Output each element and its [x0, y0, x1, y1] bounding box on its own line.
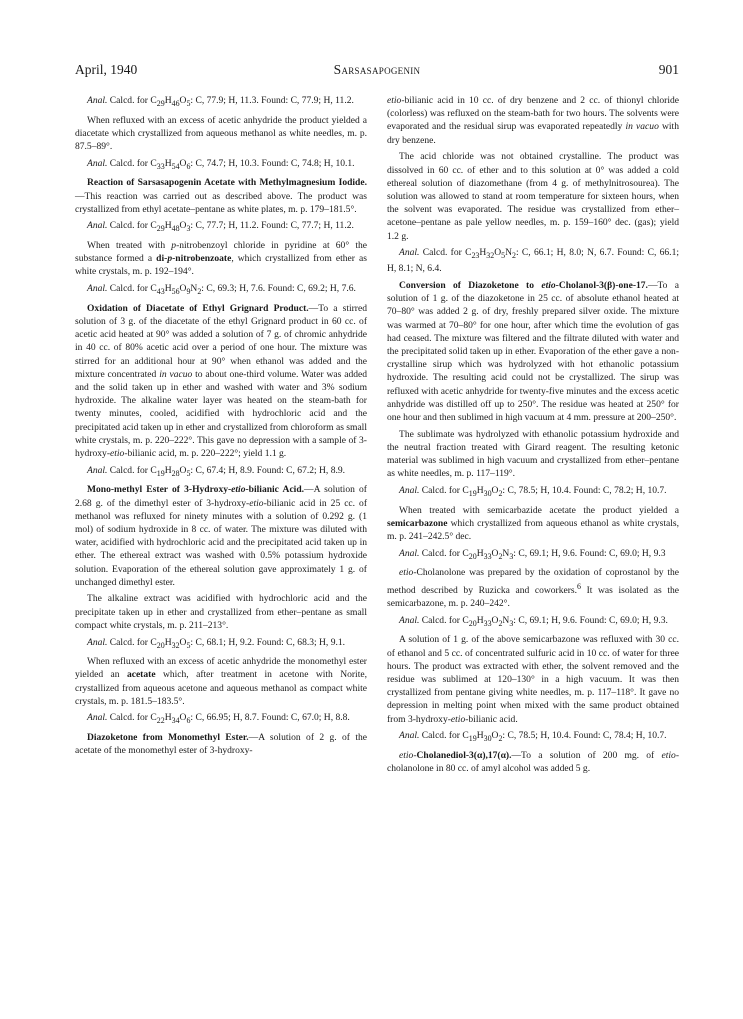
paragraph: The alkaline extract was acidified with hydrochloric acid and the precipitate taken up in ether and crystallized from ether–pentane as small compact white crystals, m. p. 211–213°. [75, 593, 367, 631]
header-date: April, 1940 [75, 62, 138, 77]
paragraph: etio-Cholanolone was prepared by the oxidation of coprostanol by the method described by Ruzicka and coworkers.$^6$ It was isolated as the semicarbazone, m. p. 240–242°. [387, 567, 679, 609]
paragraph: etio-bilianic acid in 10 cc. of dry benzene and 2 cc. of thionyl chloride (colorless) was refluxed on the steam-bath for two hours. The solvents were evaporated and the residual sirup was evaporated repeatedly in vacuo with dry benzene. [387, 95, 679, 146]
paragraph: When treated with semicarbazide acetate the product yielded a semicarbazone which crystallized from aqueous ethanol as white crystals, m. p. 241–242.5° dec. [387, 504, 679, 543]
paragraph: Anal. Calcd. for $C_{20}H_{33}O_2N_3$: C, 69.1; H, 9.6. Found: C, 69.0; H, 9.3 [399, 547, 666, 561]
page-number: 901 [658, 62, 679, 77]
paragraph: A solution of 1 g. of the above semicarbazone was refluxed with 30 cc. of ethanol and 5 cc. of concentrated sulfuric acid in 10 cc. of water for three hours. The product was extracted with ether, the solvent removed and the residue was sublimed at 120–130° in a high vacuum. It was then crystallized from pentane giving white needles, m. p. 117–118°. It gave no depression in melting point when mixed with the same product obtained from 3-hydroxy-etio-bilianic acid. [387, 634, 679, 725]
paragraph: Oxidation of Diacetate of Ethyl Grignard Product.—To a stirred solution of 3 g. of the diacetate of the ethyl Grignard product in 60 cc. of acetic acid heated at 90° was added a solution of 7 g. of chromic anhydride in 40 cc. of 80% acetic acid over a period of one hour. The mixture was stirred for an additional hour at 90° when ethanol was added and the mixture concentrated in vacuo to about one-third volume. Water was added and the solid taken up in ether and washed with water and 3% sodium hydroxide. The alkaline water layer was heated on the steam-bath for twenty minutes, cooled, acidified with hydrochloric acid and the precipitated acid taken up in ether and crystallized from chloroform as small white crystals, m. p. 220–222°. This gave no depression with a sample of 3-hydroxy-etio-bilianic acid, m. p. 220–222°; yield 1.1 g. [75, 302, 367, 459]
paragraph: Anal. Calcd. for $C_{43}H_{56}O_9N_2$: C, 69.3; H, 7.6. Found: C, 69.2; H, 7.6. [87, 283, 356, 297]
paragraph: The acid chloride was not obtained crystalline. The product was dissolved in 60 cc. of ether and to this solution at 0° was added a cold ethereal solution of diazomethane (from 4 g. of methylnitrosourea). The solution was allowed to stand at room temperature for sixteen hours, when the solvent was evaporated. The residue was crystallized from ether–acetone–pentane as pale yellow needles, m. p. 159–160° dec. (gas); yield 1.2 g. [387, 151, 679, 242]
paragraph: When refluxed with an excess of acetic anhydride the monomethyl ester yielded an acetate which, after treatment in acetone with Norite, crystallized from aqueous acetone and aqueous methanol as compact white crystals, m. p. 181.5–183.5°. [75, 656, 367, 707]
paragraph: etio-Cholanediol-3(α),17(α).—To a solution of 200 mg. of etio-cholanolone in 80 cc. of amyl alcohol was added 5 g. [387, 749, 679, 775]
paragraph: Anal. Calcd. for $C_{29}H_{46}O_5$: C, 77.9; H, 11.3. Found: C, 77.9; H, 11.2. [87, 95, 354, 108]
paragraph: Diazoketone from Monomethyl Ester.—A solution of 2 g. of the acetate of the monomethyl ester of 3-hydroxy- [75, 732, 367, 757]
running-header [75, 62, 679, 82]
paragraph: The sublimate was hydrolyzed with ethanolic potassium hydroxide and the neutral fraction treated with Girard reagent. The resulting ketonic material was sublimed in high vacuum and crystallized from ether–pentane as white needles, m. p. 117–119°. [387, 428, 679, 480]
paragraph: Anal. Calcd. for $C_{20}H_{33}O_2N_3$: C, 69.1; H, 9.6. Found: C, 69.0; H, 9.3. [399, 614, 668, 628]
paragraph: Anal. Calcd. for $C_{19}H_{30}O_2$: C, 78.5; H, 10.4. Found: C, 78.4; H, 10.7. [399, 730, 667, 744]
paragraph: When treated with p-nitrobenzoyl chloride in pyridine at 60° the substance formed a di-p-nitrobenzoate, which crystallized from ether as white crystals, m. p. 192–194°. [75, 240, 367, 278]
header-title: Sarsasapogenin [333, 62, 421, 77]
right-column [387, 94, 679, 779]
paragraph: Anal. Calcd. for $C_{33}H_{54}O_6$: C, 74.7; H, 10.3. Found: C, 74.8; H, 10.1. [87, 157, 355, 171]
paragraph: Anal. Calcd. for $C_{29}H_{48}O_3$: C, 77.7; H, 11.2. Found: C, 77.7; H, 11.2. [87, 220, 354, 234]
paragraph: Anal. Calcd. for $C_{20}H_{32}O_5$: C, 68.1; H, 9.2. Found: C, 68.3; H, 9.1. [87, 636, 346, 650]
paragraph: Anal. Calcd. for $C_{19}H_{30}O_2$: C, 78.5; H, 10.4. Found: C, 78.2; H, 10.7. [399, 485, 667, 498]
paragraph: When refluxed with an excess of acetic anhydride the product yielded a diacetate which crystallized from aqueous methanol as white needles, m. p. 87.5–89°. [75, 114, 367, 153]
paragraph: Reaction of Sarsasapogenin Acetate with Methylmagnesium Iodide.—This reaction was carried out as described above. The product was crystallized from ethyl acetate–pentane as white plates, m. p. 179–181.5°. [75, 177, 367, 215]
paragraph: Anal. Calcd. for $C_{22}H_{34}O_6$: C, 66.95; H, 8.7. Found: C, 67.0; H, 8.8. [87, 712, 350, 726]
paragraph: Conversion of Diazoketone to etio-Cholanol-3(β)-one-17.—To a solution of 1 g. of the diazoketone in 25 cc. of absolute ethanol heated at 70–80° was added 2 g. of dry, freshly prepared silver oxide. The mixture was warmed at 70–80° for one hour, after which time the evolution of gas had ceased. The mixture was filtered and the filtrate diluted with water and the precipitated solid taken up in ether. Evaporation of the ether gave a non-crystalline sirup which was hydrolyzed with hot ethanolic potassium hydroxide. The resulting acid could not be crystallized. The sirup was refluxed with acetic anhydride for twenty-five minutes and the excess acetic anhydride was distilled off up to 250°. The residue was heated at 250° for one hour and then sublimed in high vacuum at 4 mm. pressure at 200–250°. [387, 280, 679, 424]
paragraph: Anal. Calcd. for $C_{23}H_{32}O_5N_2$: C, 66.1; H, 8.0; N, 6.7. Found: C, 66.1; H, 8.1; N, 6.4. [387, 247, 679, 275]
paragraph: Mono-methyl Ester of 3-Hydroxy-etio-bilianic Acid.—A solution of 2.68 g. of the dimethyl ester of 3-hydroxy-etio-bilianic acid in 25 cc. of methanol was refluxed for ninety minutes with a solution of 0.292 g. (1 mol) of sodium hydroxide in 8 cc. of water. The mixture was diluted with water, acidified with hydrochloric acid and the precipitated acid taken up in ether. The ethereal extract was washed with 0.5% potassium hydroxide solution. Evaporation of the ethereal solution gave approximately 1 g. of unchanged dimethyl ester. [75, 484, 367, 588]
left-column [75, 94, 367, 761]
paragraph: Anal. Calcd. for $C_{19}H_{28}O_5$: C, 67.4; H, 8.9. Found: C, 67.2; H, 8.9. [87, 464, 346, 478]
